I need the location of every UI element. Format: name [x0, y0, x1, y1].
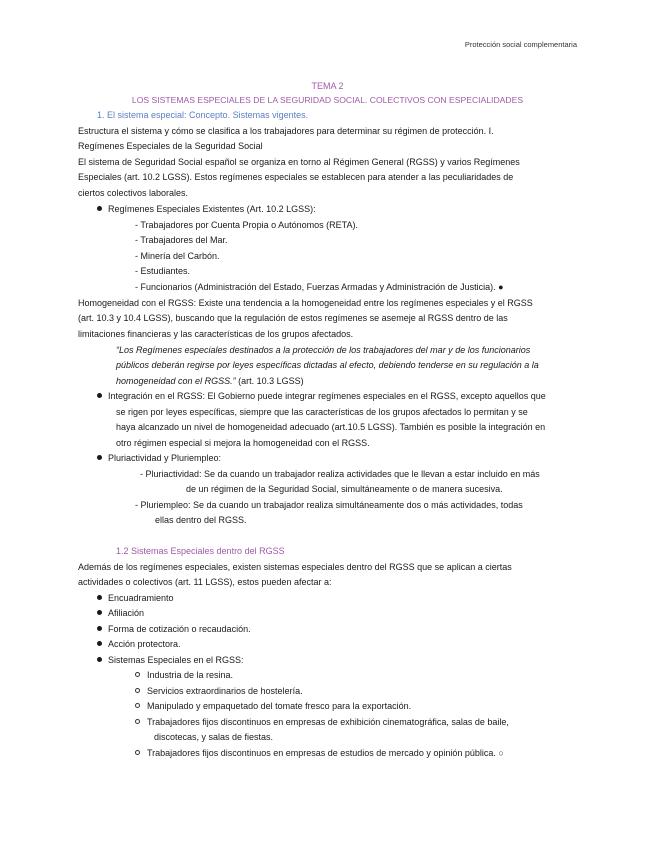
homogeneidad-line-2: (art. 10.3 y 10.4 LGSS), buscando que la regulación de estos regímenes se asemeje al RGSS dentro de las [78, 313, 508, 323]
homogeneidad-line-1: Homogeneidad con el RGSS: Existe una tendencia a la homogeneidad entre los regímenes especiales y el RGSS [78, 298, 533, 308]
list-item: Sistemas Especiales en el RGSS: [97, 654, 244, 667]
page-header: Protección social complementaria [464, 40, 577, 49]
list-item: Industria de la resina. [135, 669, 233, 682]
para-2-line-2: Especiales (art. 10.2 LGSS). Estos regímenes especiales se establecen para atender a las peculiaridades de [78, 172, 514, 182]
list-item: - Trabajadores por Cuenta Propia o Autónomos (RETA). [135, 220, 358, 230]
bullet-icon [97, 610, 102, 615]
circle-bullet-icon [135, 688, 140, 693]
list-item: Pluriactividad y Pluriempleo: [97, 452, 221, 465]
list-item: Trabajadores fijos discontinuos en empresas de exhibición cinematográfica, salas de baile, [135, 716, 509, 729]
section-2-line-2: actividades o colectivos (art. 11 LGSS), estos pueden afectar a: [78, 577, 332, 587]
quote-line-2: públicos deberán regirse por leyes específicas dictadas al efecto, debiendo tenderse en su regulación a la [116, 360, 539, 370]
integracion-line-4: otro régimen especial si mejora la homogeneidad con el RGSS. [116, 438, 370, 448]
list-item: Forma de cotización o recaudación. [97, 623, 251, 636]
quote-line-1: “Los Regímenes especiales destinados a la protección de los trabajadores del mar y de los funcionarios [116, 345, 531, 355]
integracion-line-3: haya alcanzado un nivel de homogeneidad adecuado (art.10.5 LGSS). También es posible la integración en [116, 422, 546, 432]
bullet-icon [97, 393, 102, 398]
list-item: Regímenes Especiales Existentes (Art. 10.2 LGSS): [97, 203, 316, 216]
list-item: Integración en el RGSS: El Gobierno puede integrar regímenes especiales en el RGSS, excepto aquellos que [97, 390, 546, 403]
para-1-line-1: Estructura el sistema y cómo se clasifica a los trabajadores para determinar su régimen de protección. I. [78, 126, 494, 136]
integracion-line-2: se rigen por leyes específicas, siempre que las características de los grupos afectados lo permitan y se [116, 407, 528, 417]
bullet-icon [97, 595, 102, 600]
tema-title: TEMA 2 [311, 81, 344, 91]
list-item: Trabajadores fijos discontinuos en empresas de estudios de mercado y opinión pública. ○ [135, 747, 504, 760]
bullet-icon [97, 657, 102, 662]
bullet-icon [97, 641, 102, 646]
list-item: Encuadramiento [97, 592, 174, 605]
tema-subtitle: LOS SISTEMAS ESPECIALES DE LA SEGURIDAD SOCIAL. COLECTIVOS CON ESPECIALIDADES [131, 95, 524, 105]
pluriactividad-line-2: de un régimen de la Seguridad Social, simultáneamente o de manera sucesiva. [186, 484, 503, 494]
list-item: Servicios extraordinarios de hostelería. [135, 685, 303, 698]
circle-bullet-icon [135, 719, 140, 724]
pluriempleo-line-2: ellas dentro del RGSS. [155, 515, 247, 525]
quote-line-3: homogeneidad con el RGSS.” (art. 10.3 LGSS) [116, 376, 304, 386]
bullet-icon [97, 455, 102, 460]
pluriactividad-line-1: - Pluriactividad: Se da cuando un trabajador realiza actividades que le llevan a estar incluido en más [140, 469, 540, 479]
homogeneidad-line-3: limitaciones financieras y las características de los grupos afectados. [78, 329, 354, 339]
section-1-2-heading: 1.2 Sistemas Especiales dentro del RGSS [116, 546, 285, 556]
list-item-continuation: discotecas, y salas de fiestas. [154, 732, 274, 742]
circle-bullet-icon [135, 672, 140, 677]
list-item: - Funcionarios (Administración del Estado, Fuerzas Armadas y Administración de Justicia). ● [135, 282, 504, 292]
section-1-heading: 1. El sistema especial: Concepto. Sistemas vigentes. [97, 110, 309, 120]
list-item: Afiliación [97, 607, 144, 620]
bullet-icon [97, 206, 102, 211]
circle-bullet-icon [135, 703, 140, 708]
list-item: - Estudiantes. [135, 266, 191, 276]
para-1-line-2: Regímenes Especiales de la Seguridad Social [78, 141, 263, 151]
pluriempleo-line-1: - Pluriempleo: Se da cuando un trabajador realiza simultáneamente dos o más actividades, todas [135, 500, 523, 510]
list-item: - Trabajadores del Mar. [135, 235, 228, 245]
circle-bullet-icon [135, 750, 140, 755]
list-item: Acción protectora. [97, 638, 181, 651]
para-2-line-1: El sistema de Seguridad Social español se organiza en torno al Régimen General (RGSS) y varios Regímenes [78, 157, 520, 167]
section-2-line-1: Además de los regímenes especiales, existen sistemas especiales dentro del RGSS que se aplican a ciertas [78, 562, 512, 572]
list-item: Manipulado y empaquetado del tomate fresco para la exportación. [135, 700, 411, 713]
list-item: - Minería del Carbón. [135, 251, 220, 261]
bullet-icon [97, 626, 102, 631]
para-2-line-3: ciertos colectivos laborales. [78, 188, 189, 198]
